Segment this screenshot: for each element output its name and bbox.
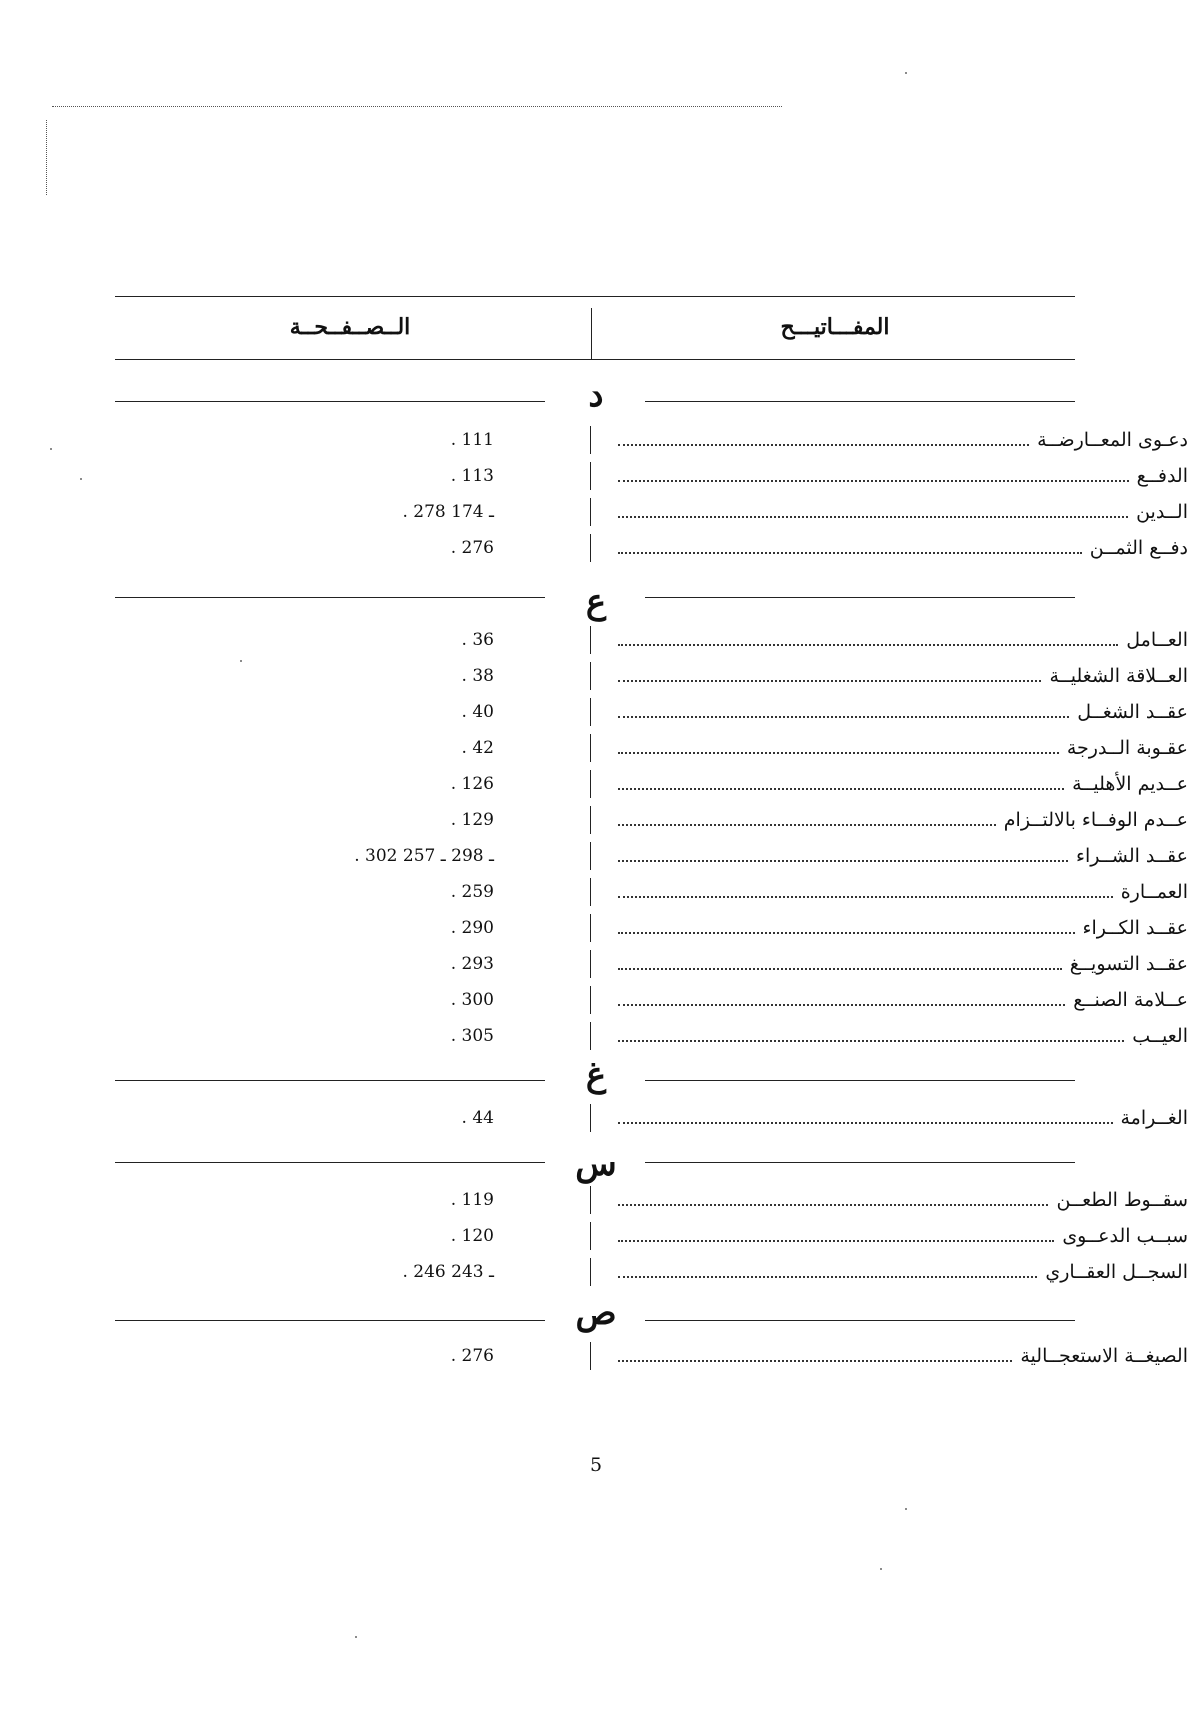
index-row [110,422,1188,458]
entry-term: عقــد الشغــل [1069,701,1188,723]
entry-pages: . 40 [461,702,494,722]
entry-pages: . 111 [450,430,494,450]
scan-speck [905,1508,907,1510]
dot-leader [618,860,1068,862]
index-row [110,730,1188,766]
dot-leader [618,788,1064,790]
index-row [110,494,1188,530]
entry-term: عقـوبة الــدرجة [1059,737,1188,759]
entry-pages: . 42 [461,738,494,758]
dot-leader [618,1276,1037,1278]
dot-leader [618,1204,1048,1206]
index-row [110,1338,1188,1374]
column-separator [590,950,591,978]
column-separator [590,1104,591,1132]
index-entry [618,422,1188,458]
entry-pages: . 44 [461,1108,494,1128]
index-row [110,530,1188,566]
index-entry [618,766,1188,802]
entry-pages: . 246 ـ 243 [402,1262,494,1282]
index-row [110,982,1188,1018]
section-rule-pages [115,1162,545,1163]
index-row [110,1218,1188,1254]
scan-artifact-line [52,106,782,107]
scan-speck [50,448,52,450]
column-separator [590,626,591,654]
section-letter: س [575,1144,617,1184]
index-row [110,658,1188,694]
dot-leader [618,896,1113,898]
dot-leader [618,480,1129,482]
entry-term: الغــرامة [1113,1107,1188,1129]
dot-leader [618,552,1082,554]
index-entry [618,1338,1188,1374]
section-rule-pages [115,1080,545,1081]
index-row [110,946,1188,982]
index-row [110,1182,1188,1218]
column-separator [590,806,591,834]
entry-pages: . 120 [450,1226,494,1246]
entry-term: عــديم الأهليــة [1064,773,1188,795]
column-separator [590,770,591,798]
column-separator [590,986,591,1014]
scan-speck [240,660,242,662]
entry-pages: . 302 ـ 298 ـ 257 [354,846,494,866]
scan-speck [355,1636,357,1638]
column-separator [590,1258,591,1286]
dot-leader [618,752,1059,754]
entry-term: عقــد الشــراء [1068,845,1188,867]
column-header-keys: المفـــاتيـــح [780,314,890,340]
index-row [110,874,1188,910]
column-separator [590,698,591,726]
entry-term: العــلاقة الشغليــة [1041,665,1188,687]
table-top-rule [115,296,1075,297]
entry-term: دفــع الثمــن [1082,537,1188,559]
column-separator [590,914,591,942]
column-header-pages: الــصــفــحــة [289,314,411,340]
index-entry [618,1254,1188,1290]
entry-term: الصيغــة الاستعجــالية [1012,1345,1188,1367]
column-separator [590,534,591,562]
column-separator [590,1222,591,1250]
header-divider [591,308,592,360]
entry-term: سقــوط الطعــن [1048,1189,1188,1211]
index-entry [618,494,1188,530]
entry-term: الدفــع [1129,465,1188,487]
dot-leader [618,1004,1065,1006]
entry-term: العيــب [1124,1025,1188,1047]
entry-pages: . 305 [450,1026,494,1046]
index-entry [618,874,1188,910]
entry-term: السجــل العقــاري [1037,1261,1188,1283]
entry-pages: . 259 [450,882,494,902]
index-entry [618,658,1188,694]
dot-leader [618,444,1029,446]
index-row [110,1100,1188,1136]
dot-leader [618,644,1118,646]
index-entry [618,1100,1188,1136]
dot-leader [618,516,1128,518]
section-letter: ص [575,1293,617,1333]
section-rule-pages [115,597,545,598]
scan-speck [880,1568,882,1570]
column-separator [590,878,591,906]
entry-pages: . 276 [450,538,494,558]
index-entry [618,1182,1188,1218]
dot-leader [618,1122,1113,1124]
entry-pages: . 278 ـ 174 [402,502,494,522]
entry-pages: . 38 [461,666,494,686]
index-row [110,458,1188,494]
header-bottom-rule [115,359,1075,360]
entry-term: عقــد الكــراء [1075,917,1188,939]
entry-term: العــامل [1118,629,1188,651]
column-separator [590,842,591,870]
index-entry [618,1218,1188,1254]
column-separator [590,462,591,490]
scan-artifact-edge [46,120,47,195]
index-entry [618,730,1188,766]
dot-leader [618,716,1069,718]
dot-leader [618,680,1041,682]
entry-term: سبــب الدعــوى [1054,1225,1188,1247]
index-entry [618,946,1188,982]
index-entry [618,530,1188,566]
dot-leader [618,824,996,826]
dot-leader [618,1040,1124,1042]
entry-pages: . 290 [450,918,494,938]
index-entry [618,1018,1188,1054]
dot-leader [618,932,1075,934]
column-separator [590,426,591,454]
entry-term: العمــارة [1113,881,1188,903]
index-entry [618,838,1188,874]
index-row [110,910,1188,946]
index-row [110,802,1188,838]
entry-pages: . 129 [450,810,494,830]
entry-pages: . 293 [450,954,494,974]
index-entry [618,622,1188,658]
column-separator [590,1186,591,1214]
column-separator [590,1022,591,1050]
dot-leader [618,1240,1054,1242]
index-entry [618,694,1188,730]
index-row [110,1018,1188,1054]
entry-pages: . 113 [450,466,494,486]
dot-leader [618,968,1062,970]
entry-pages: . 276 [450,1346,494,1366]
index-row [110,622,1188,658]
entry-term: دعـوى المعــارضــة [1029,429,1188,451]
index-row [110,838,1188,874]
entry-pages: . 126 [450,774,494,794]
section-letter: غ [585,1055,607,1095]
index-row [110,1254,1188,1290]
scan-speck [80,478,82,480]
entry-pages: . 36 [461,630,494,650]
scan-speck [905,72,907,74]
index-row [110,766,1188,802]
section-rule-pages [115,401,545,402]
entry-term: عــلامة الصنــع [1065,989,1188,1011]
entry-pages: . 119 [450,1190,494,1210]
column-separator [590,498,591,526]
section-rule-keys [645,401,1075,402]
section-letter: د [588,375,604,415]
section-rule-keys [645,1162,1075,1163]
entry-term: عــدم الوفــاء بالالتــزام [996,809,1188,831]
section-letter: ع [585,582,607,622]
index-entry [618,458,1188,494]
column-separator [590,734,591,762]
section-rule-pages [115,1320,545,1321]
index-entry [618,910,1188,946]
index-entry [618,802,1188,838]
section-rule-keys [645,1320,1075,1321]
entry-term: الــدين [1128,501,1188,523]
column-separator [590,662,591,690]
entry-term: عقــد التسويــغ [1062,953,1188,975]
section-rule-keys [645,597,1075,598]
page-number: 5 [589,1454,603,1476]
index-row [110,694,1188,730]
dot-leader [618,1360,1012,1362]
index-entry [618,982,1188,1018]
entry-pages: . 300 [450,990,494,1010]
section-rule-keys [645,1080,1075,1081]
column-separator [590,1342,591,1370]
